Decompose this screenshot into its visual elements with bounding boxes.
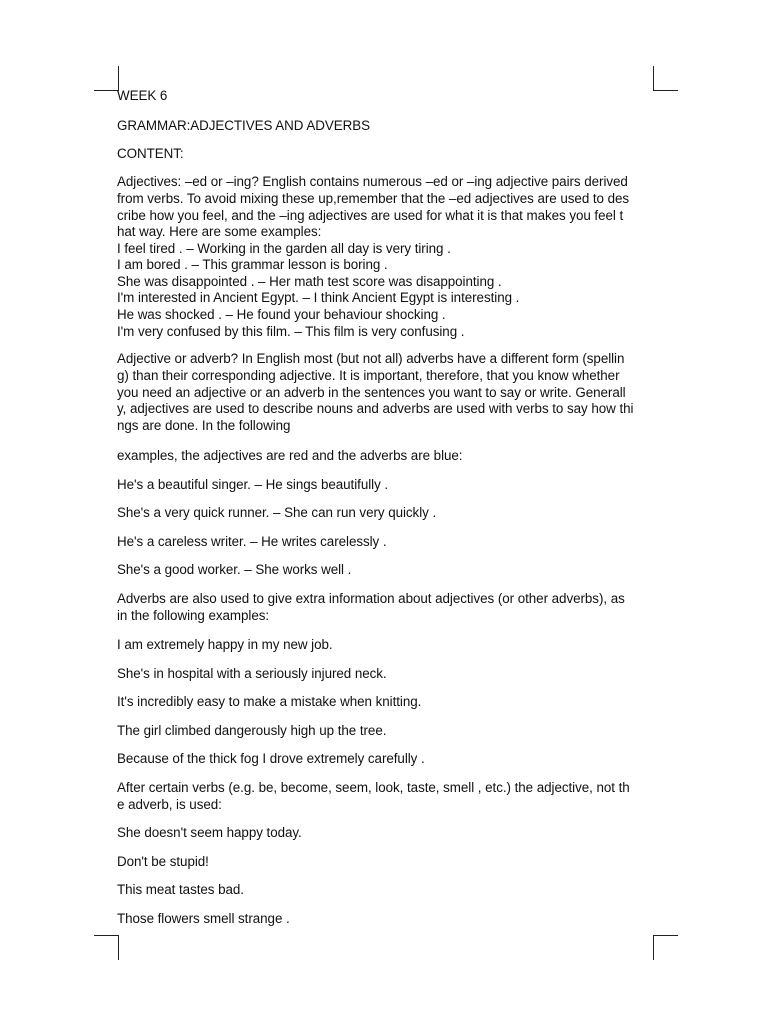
paragraph-line: from verbs. To avoid mixing these up,remember that the –ed adjectives are used to des bbox=[117, 191, 630, 206]
crop-mark-bottom-right bbox=[653, 935, 678, 960]
paragraph-line: y, adjectives are used to describe nouns and adverbs are used with verbs to say how thi bbox=[117, 401, 634, 416]
paragraph-line: Adjective or adverb? In English most (but not all) adverbs have a different form (spellin bbox=[117, 351, 625, 366]
paragraph-line: Adjectives: –ed or –ing? English contains numerous –ed or –ing adjective pairs derived bbox=[117, 174, 628, 189]
paragraph-line: in the following examples: bbox=[117, 608, 270, 623]
crop-mark-bottom-left bbox=[94, 935, 119, 960]
paragraph-line: After certain verbs (e.g. be, become, seem, look, taste, smell , etc.) the adjective, not th bbox=[117, 780, 630, 795]
example-line: She's a good worker. – She works well . bbox=[117, 562, 352, 577]
example-line: This meat tastes bad. bbox=[117, 882, 244, 897]
paragraph-line: hat way. Here are some examples: bbox=[117, 224, 322, 239]
example-line: She's in hospital with a seriously injured neck. bbox=[117, 666, 387, 681]
paragraph-line: g) than their corresponding adjective. It is important, therefore, that you know whether bbox=[117, 368, 620, 383]
example-line: I am bored . – This grammar lesson is boring . bbox=[117, 257, 388, 272]
example-line: I'm very confused by this film. – This film is very confusing . bbox=[117, 324, 465, 339]
example-line: It's incredibly easy to make a mistake when knitting. bbox=[117, 694, 422, 709]
paragraph-line: e adverb, is used: bbox=[117, 797, 222, 812]
example-line: The girl climbed dangerously high up the tree. bbox=[117, 723, 387, 738]
grammar-heading: GRAMMAR:ADJECTIVES AND ADVERBS bbox=[117, 118, 370, 133]
example-line: He's a careless writer. – He writes carelessly . bbox=[117, 534, 387, 549]
example-line: Because of the thick fog I drove extremely carefully . bbox=[117, 751, 425, 766]
paragraph-line: Adverbs are also used to give extra information about adjectives (or other adverbs), as bbox=[117, 591, 625, 606]
example-line: Those flowers smell strange . bbox=[117, 911, 290, 926]
paragraph-line: cribe how you feel, and the –ing adjectives are used for what it is that makes you feel t bbox=[117, 208, 624, 223]
week-label: WEEK 6 bbox=[117, 88, 168, 103]
example-line: She doesn't seem happy today. bbox=[117, 825, 302, 840]
example-line: She's a very quick runner. – She can run very quickly . bbox=[117, 505, 437, 520]
paragraph-line: ngs are done. In the following bbox=[117, 418, 291, 433]
example-line: Don't be stupid! bbox=[117, 854, 209, 869]
examples-intro: examples, the adjectives are red and the adverbs are blue: bbox=[117, 448, 463, 463]
example-line: I feel tired . – Working in the garden all day is very tiring . bbox=[117, 241, 451, 256]
paragraph-line: you need an adjective or an adverb in the sentences you want to say or write. Generall bbox=[117, 385, 626, 400]
content-label: CONTENT: bbox=[117, 146, 184, 161]
example-line: I'm interested in Ancient Egypt. – I think Ancient Egypt is interesting . bbox=[117, 290, 520, 305]
crop-mark-top-right bbox=[653, 66, 678, 91]
example-line: He's a beautiful singer. – He sings beautifully . bbox=[117, 477, 389, 492]
example-line: He was shocked . – He found your behaviour shocking . bbox=[117, 307, 446, 322]
example-line: She was disappointed . – Her math test score was disappointing . bbox=[117, 274, 502, 289]
crop-mark-top-left bbox=[94, 66, 119, 91]
example-line: I am extremely happy in my new job. bbox=[117, 637, 333, 652]
